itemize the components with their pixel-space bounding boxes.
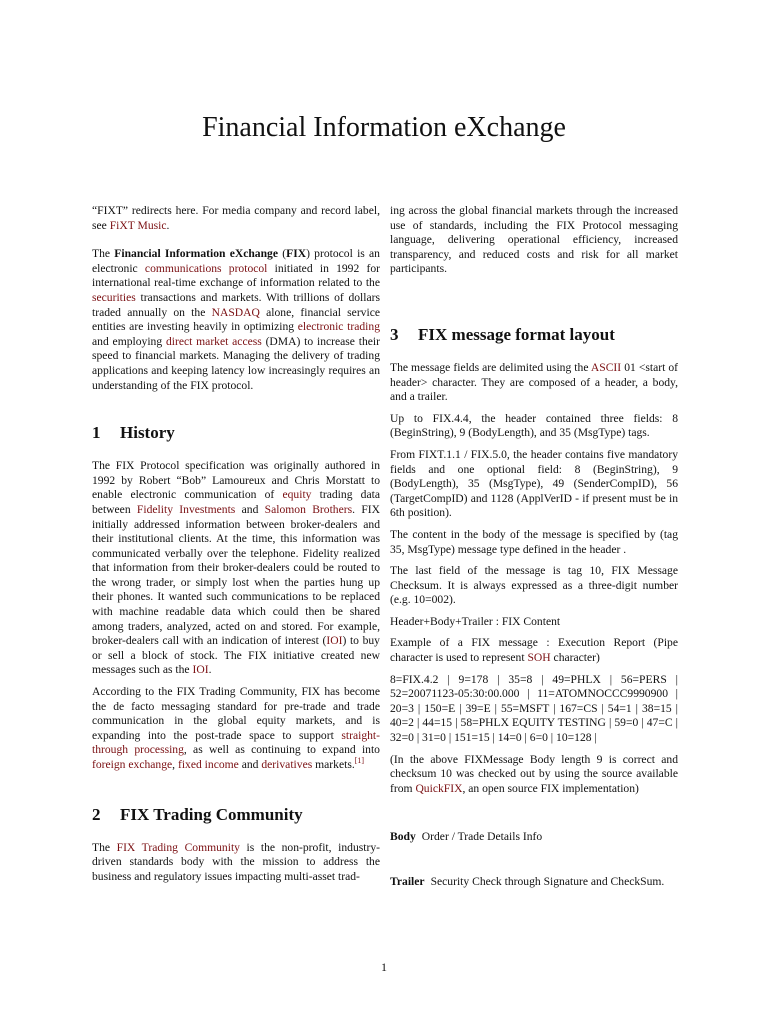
text: and employing [92,334,166,348]
link-fixed-income[interactable]: fixed income [177,758,239,771]
link-equity[interactable]: equity [282,488,312,502]
text: (DMA) to increase their speed to financial markets. Managing the delivery of trading applications and keeping latency low increasingly requires an understanding of the FIX protocol. [92,334,381,392]
intro-paragraph [92,247,380,393]
text: and [238,758,262,771]
text: Example of a FIX message : Execution Report (Pipe character is used to represent [390,636,678,665]
text: , as well as continuing to expand into [183,743,380,757]
section-heading-fix-trading-community [92,805,380,825]
text: 01 <start of header> character. They are composed of a header, a body, and a trailer. [390,360,679,404]
text: ) protocol is an electronic [92,247,380,275]
text: The FIX Protocol specification was originally authored in 1992 by Robert “Bob” Lamoureux and Chris Morstatt to enable electronic communication of [92,459,380,502]
link-communications-protocol[interactable]: communications protocol [144,261,268,275]
section-number: 2 [92,804,101,824]
link-electronic-trading[interactable]: electronic trading [297,320,380,334]
redirect-text: “FIXT” redirects here. For media company and record label, see [92,204,380,232]
definition-body [390,830,678,845]
text: , an open source FIX implementation) [462,781,639,795]
definition-term: Body [390,830,416,844]
format-paragraph-6: Header+Body+Trailer : FIX Content [390,614,561,628]
section-number: 1 [92,423,101,443]
link-quickfix[interactable]: QuickFIX [415,781,463,795]
text: is the non-profit, industry-driven standards body with the mission to address the business and regulatory issues impacting multi-asset trad- [92,840,380,883]
link-salomon-brothers[interactable]: Salomon Brothers [264,502,353,516]
text: and [235,502,265,516]
citation-ref[interactable]: [1] [354,756,365,766]
format-paragraph-1 [390,361,678,405]
text: . [208,663,212,677]
section-title: FIX Trading Community [120,804,303,824]
page-title: Financial Information eXchange [202,112,566,143]
text: markets. [312,758,355,771]
text: (In the above FIXMessage Body length 9 is correct and checksum 10 was checked out by using the source available from [390,752,678,795]
link-fix-trading-community[interactable]: FIX Trading Community [116,840,240,854]
format-paragraph-7 [390,636,678,665]
link-fixt-music[interactable]: FiXT Music [109,218,167,232]
section-heading-history [92,423,380,443]
format-paragraph-5: The last field of the message is tag 10, FIX Message Checksum. It is always expressed as a three-digit number (e.g. 10=002). [390,564,678,607]
section-title: History [120,423,175,443]
term-fix-full: Financial Information eXchange [114,247,278,261]
text: character) [550,651,600,665]
text: trading data between [92,488,380,516]
format-paragraph-2: Up to FIX.4.4, the header contained three fields: 8 (BeginString), 9 (BodyLength), and 35 (MsgType) tags. [390,411,678,440]
format-paragraph-3: From FIXT.1.1 / FIX.5.0, the header contains five mandatory fields and one optional field: 8 (BeginString), 9 (BodyLength), 35 (MsgType), 49 (SenderCompID), 56 (TargetCompID) and 1128 (ApplVerID - if present must be in 6th position). [390,447,678,520]
definition-desc: Security Check through Signature and CheckSum. [430,875,665,888]
text: , [172,758,178,771]
text: ) to buy or sell a block of stock. The FIX initiative created new messages such as the [92,634,380,677]
link-straight-through-processing[interactable]: straight-through processing [92,728,380,757]
text: alone, financial service entities are investing heavily in optimizing [92,305,380,334]
link-ioi-2[interactable]: IOI [192,663,209,677]
text: The message fields are delimited using the [390,360,591,374]
link-derivatives[interactable]: derivatives [261,758,313,771]
link-securities[interactable]: securities [92,290,136,304]
history-paragraph-2 [92,685,380,773]
definition-desc: Order / Trade Details Info [421,830,543,844]
link-soh[interactable]: SOH [527,651,551,665]
redirect-note [92,204,380,233]
term-fix: FIX [286,247,307,261]
text: transactions and markets. With trillions of dollars traded annually on the [92,290,380,319]
community-paragraph [92,841,380,885]
section-number: 3 [390,324,399,344]
text: The [92,247,115,261]
continued-paragraph: ing across the global financial markets through the increased use of standards, including the FIX Protocol messaging language, delivering operational efficiency, increased transparency, and reduced costs and risk for all market participants. [390,204,678,276]
definition-trailer [390,875,678,890]
left-column [92,204,380,891]
page-number: 1 [381,960,387,974]
section-heading-message-format [390,325,678,345]
section-title: FIX message format layout [418,324,615,344]
link-ascii[interactable]: ASCII [590,360,622,374]
text: According to the FIX Trading Community, FIX has become the de facto messaging standard for pre-trade and trade communication in the global equity markets, and is expanding into the post-trade space to support [92,685,380,742]
format-paragraph-4: The content in the body of the message is specified by (tag 35, MsgType) message type defined in the header . [390,527,678,556]
text: . FIX initially addressed information between broker-dealers and their institutional clients. At the time, this information was communicated verbally over the telephone. Fidelity realized that information from their broker-dealers could be routed to the wrong trader, or simply lost when the parties hung up their phones. It wanted such communications to be replaced with machine readable data which could then be shared among traders, analyzed, acted on and stored. For example, broker-dealers call with an indication of interest ( [92,502,380,648]
right-column [390,204,678,890]
link-nasdaq[interactable]: NASDAQ [211,305,260,319]
text: ( [278,247,287,261]
format-paragraph-8 [390,753,678,797]
definition-term: Trailer [390,875,425,888]
link-foreign-exchange[interactable]: foreign exchange [92,758,173,771]
link-fidelity-investments[interactable]: Fidelity Investments [136,502,236,516]
link-direct-market-access[interactable]: direct market access [165,334,262,348]
redirect-text-end: . [166,218,170,232]
fix-message-example: 8=FIX.4.2 | 9=178 | 35=8 | 49=PHLX | 56=PERS | 52=20071123-05:30:00.000 | 11=ATOMNOCCC9990900 | 20=3 | 150=E | 39=E | 55=MSFT | 167=CS | 54=1 | 38=15 | 40=2 | 44=15 | 58=PHLX EQUITY TESTING | 59=0 | 47=C | 32=0 | 31=0 | 151=15 | 14=0 | 6=0 | 10=128 | [390,672,678,745]
definition-list [390,830,678,889]
text: initiated in 1992 for international real-time exchange of information related to the [92,261,381,290]
text: The [92,840,117,854]
link-ioi[interactable]: IOI [326,634,343,648]
history-paragraph-1 [92,459,380,678]
